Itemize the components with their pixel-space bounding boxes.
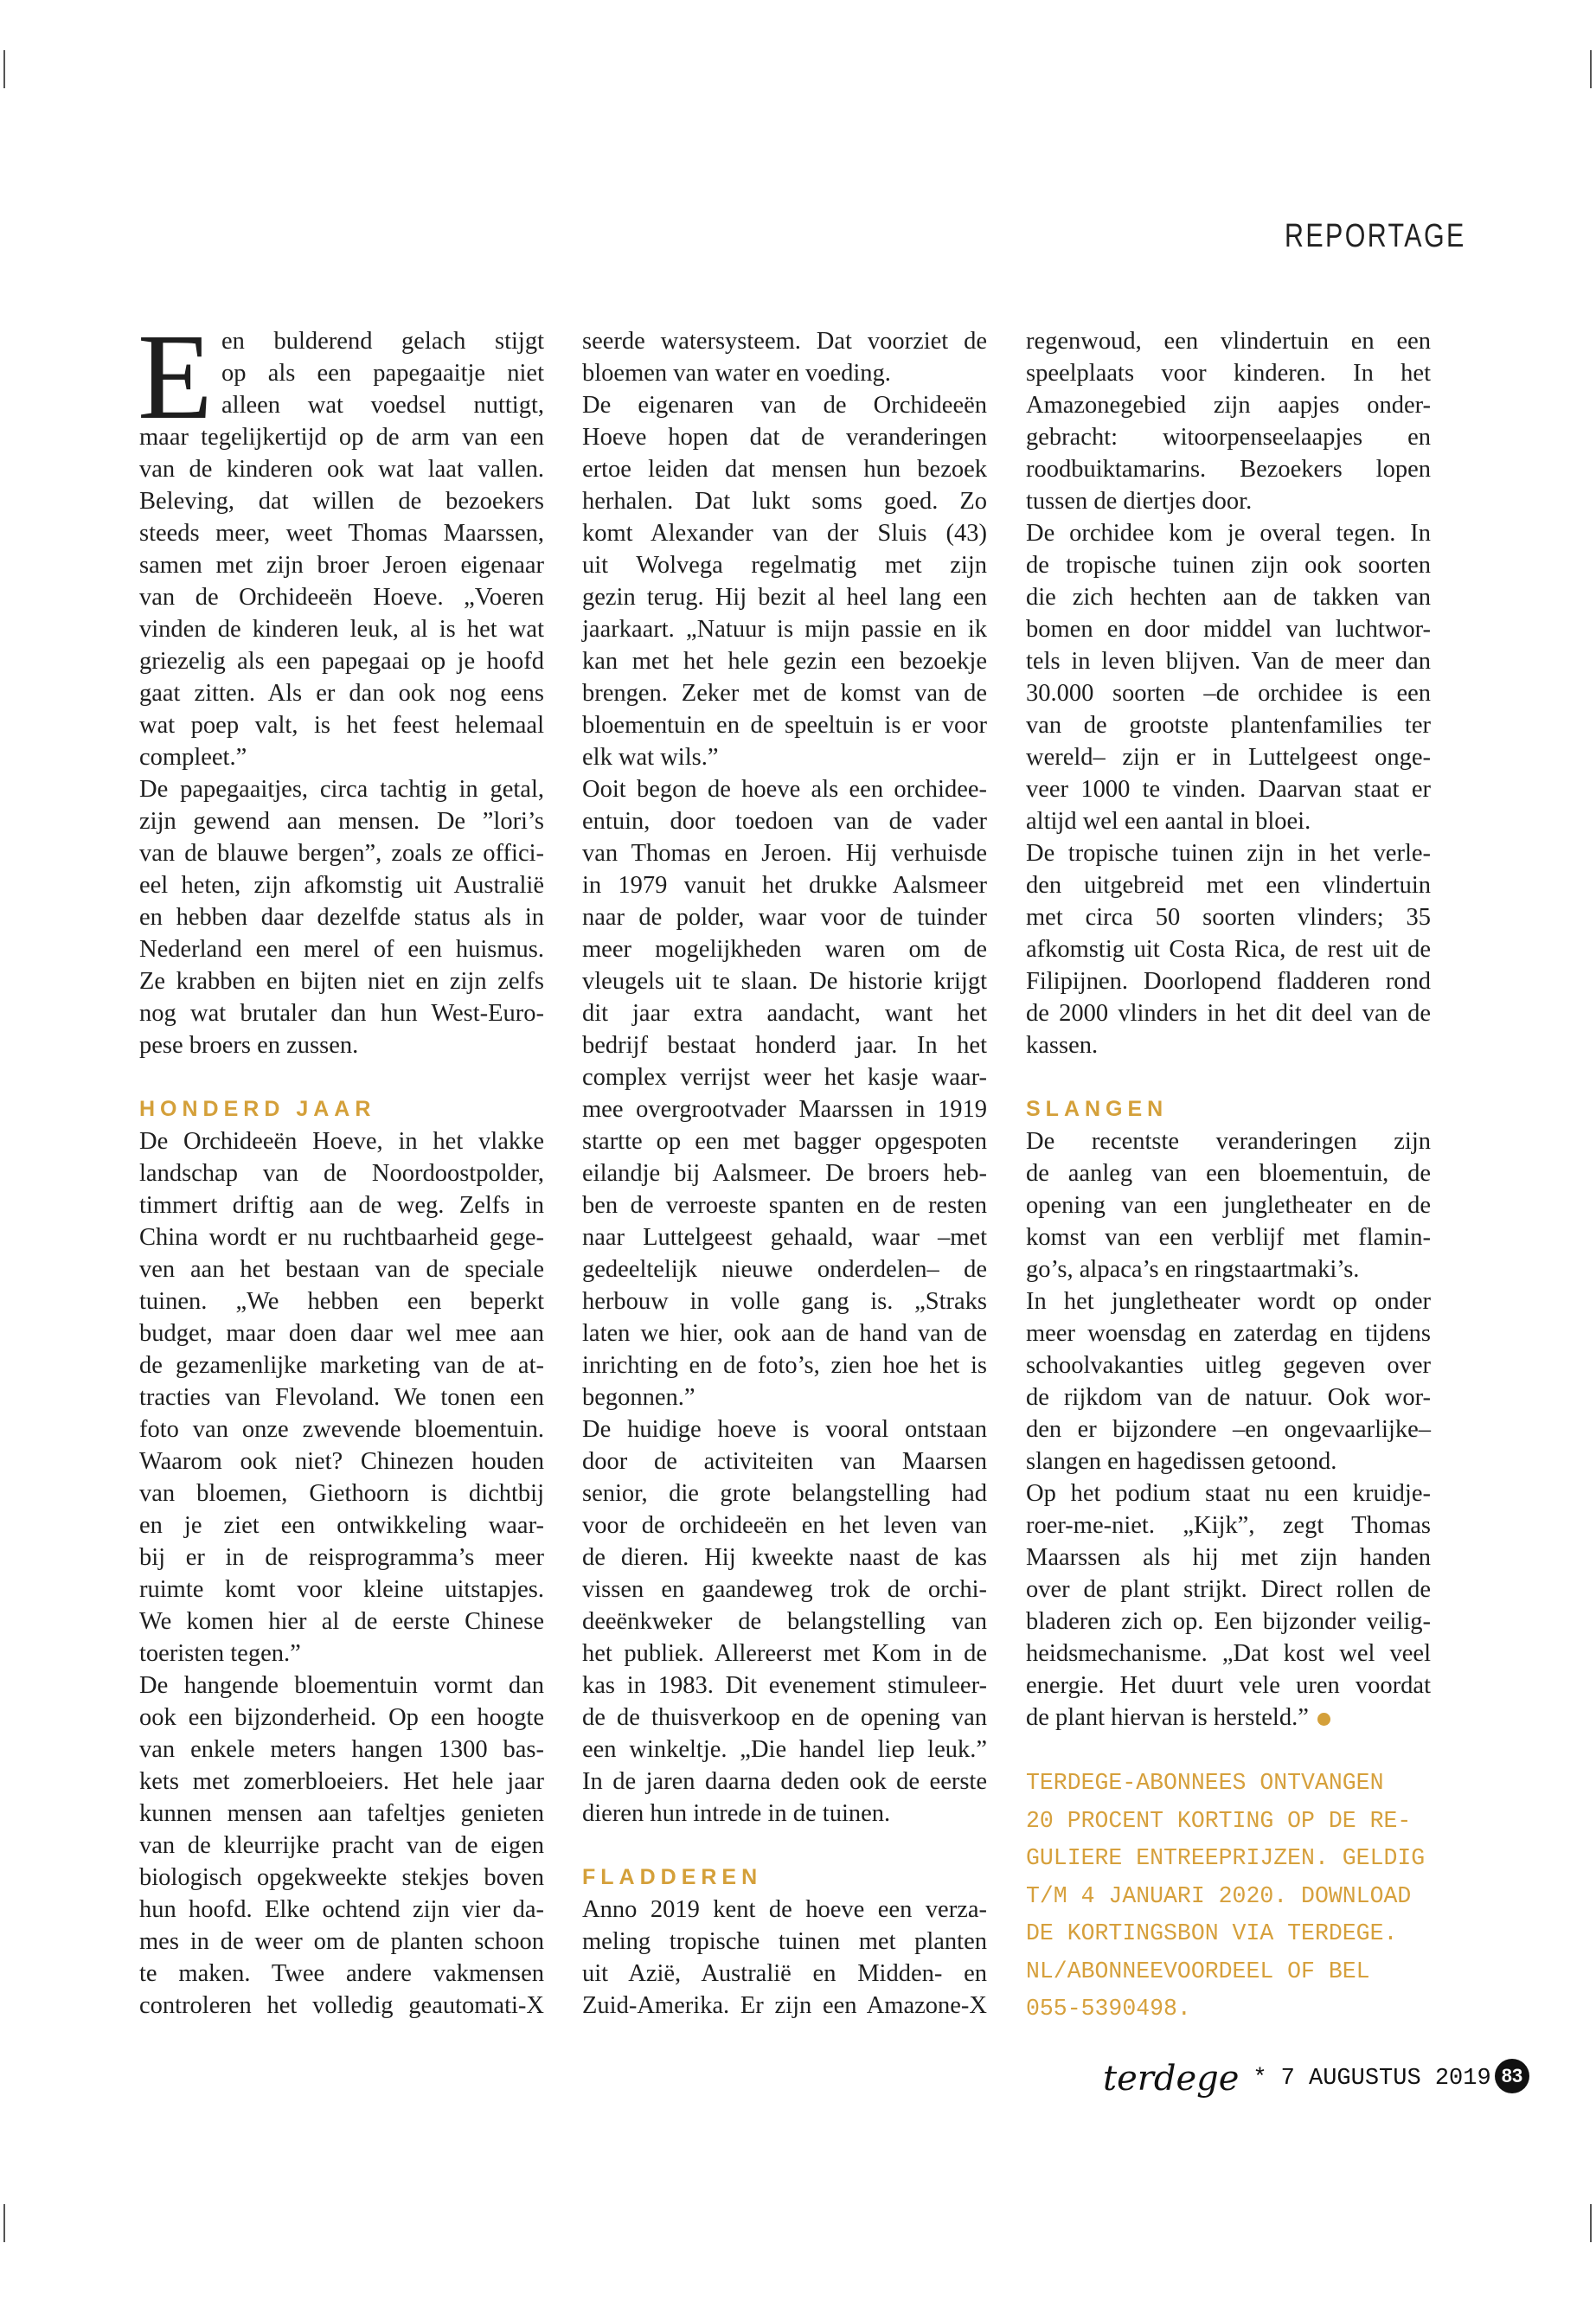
text-line: de aanleg van een bloementuin, de [1026, 1160, 1431, 1187]
text-line: vinden de kinderen leuk, al is het wat [139, 616, 544, 643]
text-line: in 1979 vanuit het drukke Aalsmeer [582, 872, 987, 899]
text-line: herhalen. Dat lukt soms goed. Zo [582, 488, 987, 515]
issue-date: 7 AUGUSTUS 2019 [1280, 2066, 1491, 2092]
text-line: De papegaaitjes, circa tachtig in getal, [139, 776, 544, 803]
text-line: controleren het volledig geautomati-X [139, 1992, 544, 2019]
text-line: De huidige hoeve is vooral ontstaan [582, 1416, 987, 1443]
text-line: kassen. [1026, 1032, 1099, 1059]
paragraph [1026, 325, 1431, 517]
text-line: van de grootste plantenfamilies ter [1026, 712, 1431, 739]
text-line: Waarom ook niet? Chinezen houden [139, 1448, 544, 1475]
text-line: gezin terug. Hij bezit al heel lang een [582, 584, 987, 611]
subheading-honderd-jaar: HONDERD JAAR [139, 1097, 376, 1121]
text-line: De recentste veranderingen zijn [1026, 1128, 1431, 1155]
text-line: dieren hun intrede in de tuinen. [582, 1800, 891, 1827]
text-line: van enkele meters hangen 1300 bas- [139, 1736, 544, 1763]
paragraph-group [582, 325, 987, 1830]
text-line: Anno 2019 kent de hoeve een verza- [582, 1896, 987, 1923]
paragraph [139, 421, 544, 773]
text-line: entuin, door toedoen van de vader [582, 808, 987, 835]
text-line: kunnen mensen aan tafeltjes genieten [139, 1800, 544, 1827]
text-line: met circa 50 soorten vlinders; 35 [1026, 904, 1431, 931]
paragraph [139, 1125, 544, 1670]
text-line: Nederland een merel of een huismus. [139, 936, 544, 963]
text-line: en je ziet een ontwikkeling waar- [139, 1512, 544, 1539]
text-line: foto van onze zwevende bloementuin. [139, 1416, 544, 1443]
text-line: timmert driftig aan de weg. Zelfs in [139, 1192, 544, 1219]
paragraph [582, 1413, 987, 1830]
text-line: Hoeve hopen dat de veranderingen [582, 424, 987, 451]
paragraph-group [1026, 325, 1431, 1061]
text-line: Zuid-Amerika. Er zijn een Amazone-X [582, 1992, 987, 2019]
drop-cap: E [138, 308, 213, 445]
page-number: 83 [1495, 2059, 1529, 2093]
text-line: gedeeltelijk nieuwe onderdelen– de [582, 1256, 987, 1283]
text-line: Ooit begon de hoeve als een orchidee- [582, 776, 987, 803]
text-line: De Orchideeën Hoeve, in het vlakke [139, 1128, 544, 1155]
text-line: veer 1000 te vinden. Daarvan staat er [1026, 776, 1431, 803]
text-line: op als een papegaaitje niet [221, 360, 544, 387]
text-line: komst van een verblijf met flamin- [1026, 1224, 1431, 1251]
text-line: van Thomas en Jeroen. Hij verhuisde [582, 840, 987, 867]
crop-mark [1590, 50, 1592, 88]
text-line: We komen hier al de eerste Chinese [139, 1608, 544, 1635]
paragraph [1026, 1125, 1431, 1285]
text-line: Maarssen als hij met zijn handen [1026, 1544, 1431, 1571]
paragraph-group [582, 1894, 987, 2022]
text-line: en hebben daar dezelfde status als in [139, 904, 544, 931]
paragraph [1026, 837, 1431, 1061]
text-line: dit jaar extra aandacht, want het [582, 1000, 987, 1027]
offer-line: DE KORTINGSBON VIA TERDEGE. [1026, 1920, 1398, 1946]
text-line: hun hoofd. Elke ochtend zijn vier da- [139, 1896, 544, 1923]
text-line: naar Luttelgeest gehaald, waar –met [582, 1224, 987, 1251]
text-line: compleet.” [139, 744, 247, 771]
text-line: meer mogelijkheden waren om de [582, 936, 987, 963]
text-line: den er bijzondere –en ongevaarlijke– [1026, 1416, 1431, 1443]
text-line: In de jaren daarna deden ook de eerste [582, 1768, 987, 1795]
crop-mark [3, 2204, 5, 2242]
text-line: roer-me-niet. „Kijk”, zegt Thomas [1026, 1512, 1431, 1539]
text-line: ruimte komt voor kleine uitstapjes. [139, 1576, 544, 1603]
text-line: van bloemen, Giethoorn is dichtbij [139, 1480, 544, 1507]
text-line: griezelig als een papegaai op je hoofd [139, 648, 544, 675]
text-line: altijd wel een aantal in bloei. [1026, 808, 1311, 835]
text-line: roodbuiktamarins. Bezoekers lopen [1026, 456, 1431, 483]
text-line: de tropische tuinen zijn ook soorten [1026, 552, 1431, 579]
subheading-slangen: SLANGEN [1026, 1097, 1169, 1121]
paragraph [582, 1894, 987, 2022]
text-line: voor de orchideeën en het leven van [582, 1512, 987, 1539]
text-line: te maken. Twee andere vakmensen [139, 1960, 544, 1987]
subscriber-offer-box [1026, 1765, 1458, 2029]
text-line: pese broers en zussen. [139, 1032, 359, 1059]
text-line: go’s, alpaca’s en ringstaartmaki’s. [1026, 1256, 1360, 1283]
text-line: China wordt er nu ruchtbaarheid gege- [139, 1224, 544, 1251]
footer-separator: * [1253, 2066, 1267, 2092]
text-line: over de plant strijkt. Direct rollen de [1026, 1576, 1431, 1603]
text-line: meling tropische tuinen met planten [582, 1928, 987, 1955]
text-line: mes in de weer om de planten schoon [139, 1928, 544, 1955]
text-line: De orchidee kom je overal tegen. In [1026, 520, 1431, 547]
text-line: alleen wat voedsel nuttigt, [221, 392, 544, 419]
text-line: biologisch opgekweekte stekjes boven [139, 1864, 544, 1891]
text-line: slangen en hagedissen getoond. [1026, 1448, 1337, 1475]
text-line: samen met zijn broer Jeroen eigenaar [139, 552, 544, 579]
text-line: van de kleurrijke pracht van de eigen [139, 1832, 544, 1859]
offer-line: GULIERE ENTREEPRIJZEN. GELDIG [1026, 1845, 1426, 1871]
text-line: De tropische tuinen zijn in het verle- [1026, 840, 1431, 867]
paragraph-group [139, 421, 544, 1061]
text-line: seerde watersysteem. Dat voorziet de [582, 328, 987, 355]
text-line: inrichting en de foto’s, zien hoe het is [582, 1352, 987, 1379]
offer-line: 055-5390498. [1026, 1996, 1191, 2022]
text-line: begonnen.” [582, 1384, 695, 1411]
paragraph-group [139, 1125, 544, 2022]
paragraph [1026, 1477, 1431, 1734]
text-line: De eigenaren van de Orchideeën [582, 392, 987, 419]
text-line: ook een bijzonderheid. Op een hoogte [139, 1704, 544, 1731]
text-line: afkomstig uit Costa Rica, de rest uit de [1026, 936, 1431, 963]
text-line: vleugels uit te slaan. De historie krijgt [582, 968, 987, 995]
text-line: bladeren zich op. Een bijzonder veilig- [1026, 1608, 1431, 1635]
text-line: het publiek. Allereerst met Kom in de [582, 1640, 987, 1667]
text-line: komt Alexander van der Sluis (43) [582, 520, 987, 547]
text-line: naar de polder, waar voor de tuinder [582, 904, 987, 931]
article-column-2 [582, 325, 987, 2022]
text-line: Beleving, dat willen de bezoekers [139, 488, 544, 515]
text-line: senior, die grote belangstelling had [582, 1480, 987, 1507]
end-mark-icon [1317, 1713, 1330, 1726]
text-line: nog wat brutaler dan hun West-Euro- [139, 1000, 544, 1027]
text-line: gaat zitten. Als er dan ook nog eens [139, 680, 544, 707]
text-line: de gezamenlijke marketing van de at- [139, 1352, 544, 1379]
text-line: wereld– zijn er in Luttelgeest onge- [1026, 744, 1431, 771]
paragraph [1026, 1285, 1431, 1477]
text-line: elk wat wils.” [582, 744, 719, 771]
text-line: kan met het hele gezin een bezoekje [582, 648, 987, 675]
text-line: een winkeltje. „Die handel liep leuk.” [582, 1736, 987, 1763]
paragraph [139, 773, 544, 1061]
text-line: kets met zomerbloeiers. Het hele jaar [139, 1768, 544, 1795]
text-line: van de kinderen ook wat laat vallen. [139, 456, 544, 483]
text-line: speelplaats voor kinderen. In het [1026, 360, 1431, 387]
text-line: die zich hechten aan de takken van [1026, 584, 1431, 611]
subheading-fladderen: FLADDEREN [582, 1865, 763, 1889]
text-line: meer woensdag en zaterdag en tijdens [1026, 1320, 1431, 1347]
text-line: ben de verroeste spanten en de resten [582, 1192, 987, 1219]
offer-line: TERDEGE-ABONNEES ONTVANGEN [1026, 1770, 1384, 1796]
text-line: startte op een met bagger opgespoten [582, 1128, 987, 1155]
text-line: de rijkdom van de natuur. Ook wor- [1026, 1384, 1431, 1411]
text-line: landschap van de Noordoostpolder, [139, 1160, 544, 1187]
page-footer [1103, 2057, 1491, 2100]
text-line: bij er in de reisprogramma’s meer [139, 1544, 544, 1571]
paragraph [139, 1670, 544, 2022]
text-line: den uitgebreid met een vlindertuin [1026, 872, 1431, 899]
text-line: steeds meer, weet Thomas Maarssen, [139, 520, 544, 547]
text-line: de 2000 vlinders in het dit deel van de [1026, 1000, 1431, 1027]
article-column-3 [1026, 325, 1431, 1734]
text-line: brengen. Zeker met de komst van de [582, 680, 987, 707]
text-line: zijn gewend aan mensen. De ”lori’s [139, 808, 544, 835]
section-label: REPORTAGE [1285, 218, 1466, 254]
terdege-logo: terdege [1103, 2059, 1240, 2099]
text-line: Ze krabben en bijten niet en zijn zelfs [139, 968, 544, 995]
text-line: bedrijf bestaat honderd jaar. In het [582, 1032, 987, 1059]
text-line: bomen en door middel van luchtwor- [1026, 616, 1431, 643]
text-line: de de thuisverkoop en de opening van [582, 1704, 987, 1731]
text-line: 30.000 soorten –de orchidee is een [1026, 680, 1431, 707]
text-line: gebracht: witoorpenseelaapjes en [1026, 424, 1431, 451]
text-line: ven aan het bestaan van de speciale [139, 1256, 544, 1283]
text-line: tuinen. „We hebben een beperkt [139, 1288, 544, 1315]
text-line: mee overgrootvader Maarssen in 1919 [582, 1096, 987, 1123]
text-line: Amazonegebied zijn aapjes onder- [1026, 392, 1431, 419]
text-line: bloemen van water en voeding. [582, 360, 891, 387]
text-line: schoolvakanties uitleg gegeven over [1026, 1352, 1431, 1379]
text-line: deeënkweker de belangstelling van [582, 1608, 987, 1635]
text-line: energie. Het duurt vele uren voordat [1026, 1672, 1431, 1699]
article-column-1 [138, 308, 544, 2022]
text-line: en bulderend gelach stijgt [221, 328, 544, 355]
text-line: ertoe leiden dat mensen hun bezoek [582, 456, 987, 483]
text-line: Op het podium staat nu een kruidje- [1026, 1480, 1431, 1507]
text-line: tussen de diertjes door. [1026, 488, 1253, 515]
text-line: van de blauwe bergen”, zoals ze offici- [139, 840, 544, 867]
text-line: tracties van Flevoland. We tonen een [139, 1384, 544, 1411]
offer-line: NL/ABONNEEVOORDEEL OF BEL [1026, 1958, 1370, 1984]
text-line: laten we hier, ook aan de hand van de [582, 1320, 987, 1347]
text-line: budget, maar doen daar wel mee aan [139, 1320, 544, 1347]
paragraph [582, 325, 987, 389]
text-line: de dieren. Hij kweekte naast de kas [582, 1544, 987, 1571]
crop-mark [3, 50, 5, 88]
paragraph [582, 389, 987, 773]
text-line: toeristen tegen.” [139, 1640, 301, 1667]
paragraph [1026, 517, 1431, 837]
paragraph-group [1026, 1125, 1431, 1734]
text-line: door de activiteiten van Maarsen [582, 1448, 987, 1475]
text-line: kas in 1983. Dit evenement stimuleer- [582, 1672, 987, 1699]
text-line: complex verrijst weer het kasje waar- [582, 1064, 987, 1091]
text-line: wat poep valt, is het feest helemaal [139, 712, 544, 739]
text-line: maar tegelijkertijd op de arm van een [139, 424, 544, 451]
text-line: jaarkaart. „Natuur is mijn passie en ik [582, 616, 987, 643]
text-line: eilandje bij Aalsmeer. De broers heb- [582, 1160, 987, 1187]
text-line: De hangende bloementuin vormt dan [139, 1672, 544, 1699]
text-line: regenwoud, een vlindertuin en een [1026, 328, 1431, 355]
text-line: opening van een jungletheater en de [1026, 1192, 1431, 1219]
text-line: uit Azië, Australië en Midden- en [582, 1960, 987, 1987]
text-line: In het jungletheater wordt op onder [1026, 1288, 1431, 1315]
text-line: uit Wolvega regelmatig met zijn [582, 552, 987, 579]
text-line: herbouw in volle gang is. „Straks [582, 1288, 987, 1315]
offer-line: 20 PROCENT KORTING OP DE RE- [1026, 1807, 1412, 1834]
text-line: eel heten, zijn afkomstig uit Australië [139, 872, 544, 899]
text-line: tels in leven blijven. Van de meer dan [1026, 648, 1431, 675]
text-line: vissen en gaandeweg trok de orchi- [582, 1576, 987, 1603]
crop-mark [1590, 2204, 1592, 2242]
text-line: de plant hiervan is hersteld.” [1026, 1702, 1431, 1734]
text-line: Filipijnen. Doorlopend fladderen rond [1026, 968, 1431, 995]
text-line: heidsmechanisme. „Dat kost wel veel [1026, 1640, 1431, 1667]
text-line: van de Orchideeën Hoeve. „Voeren [139, 584, 544, 611]
paragraph [582, 773, 987, 1413]
text-line: bloementuin en de speeltuin is er voor [582, 712, 987, 739]
offer-line: T/M 4 JANUARI 2020. DOWNLOAD [1026, 1882, 1412, 1909]
